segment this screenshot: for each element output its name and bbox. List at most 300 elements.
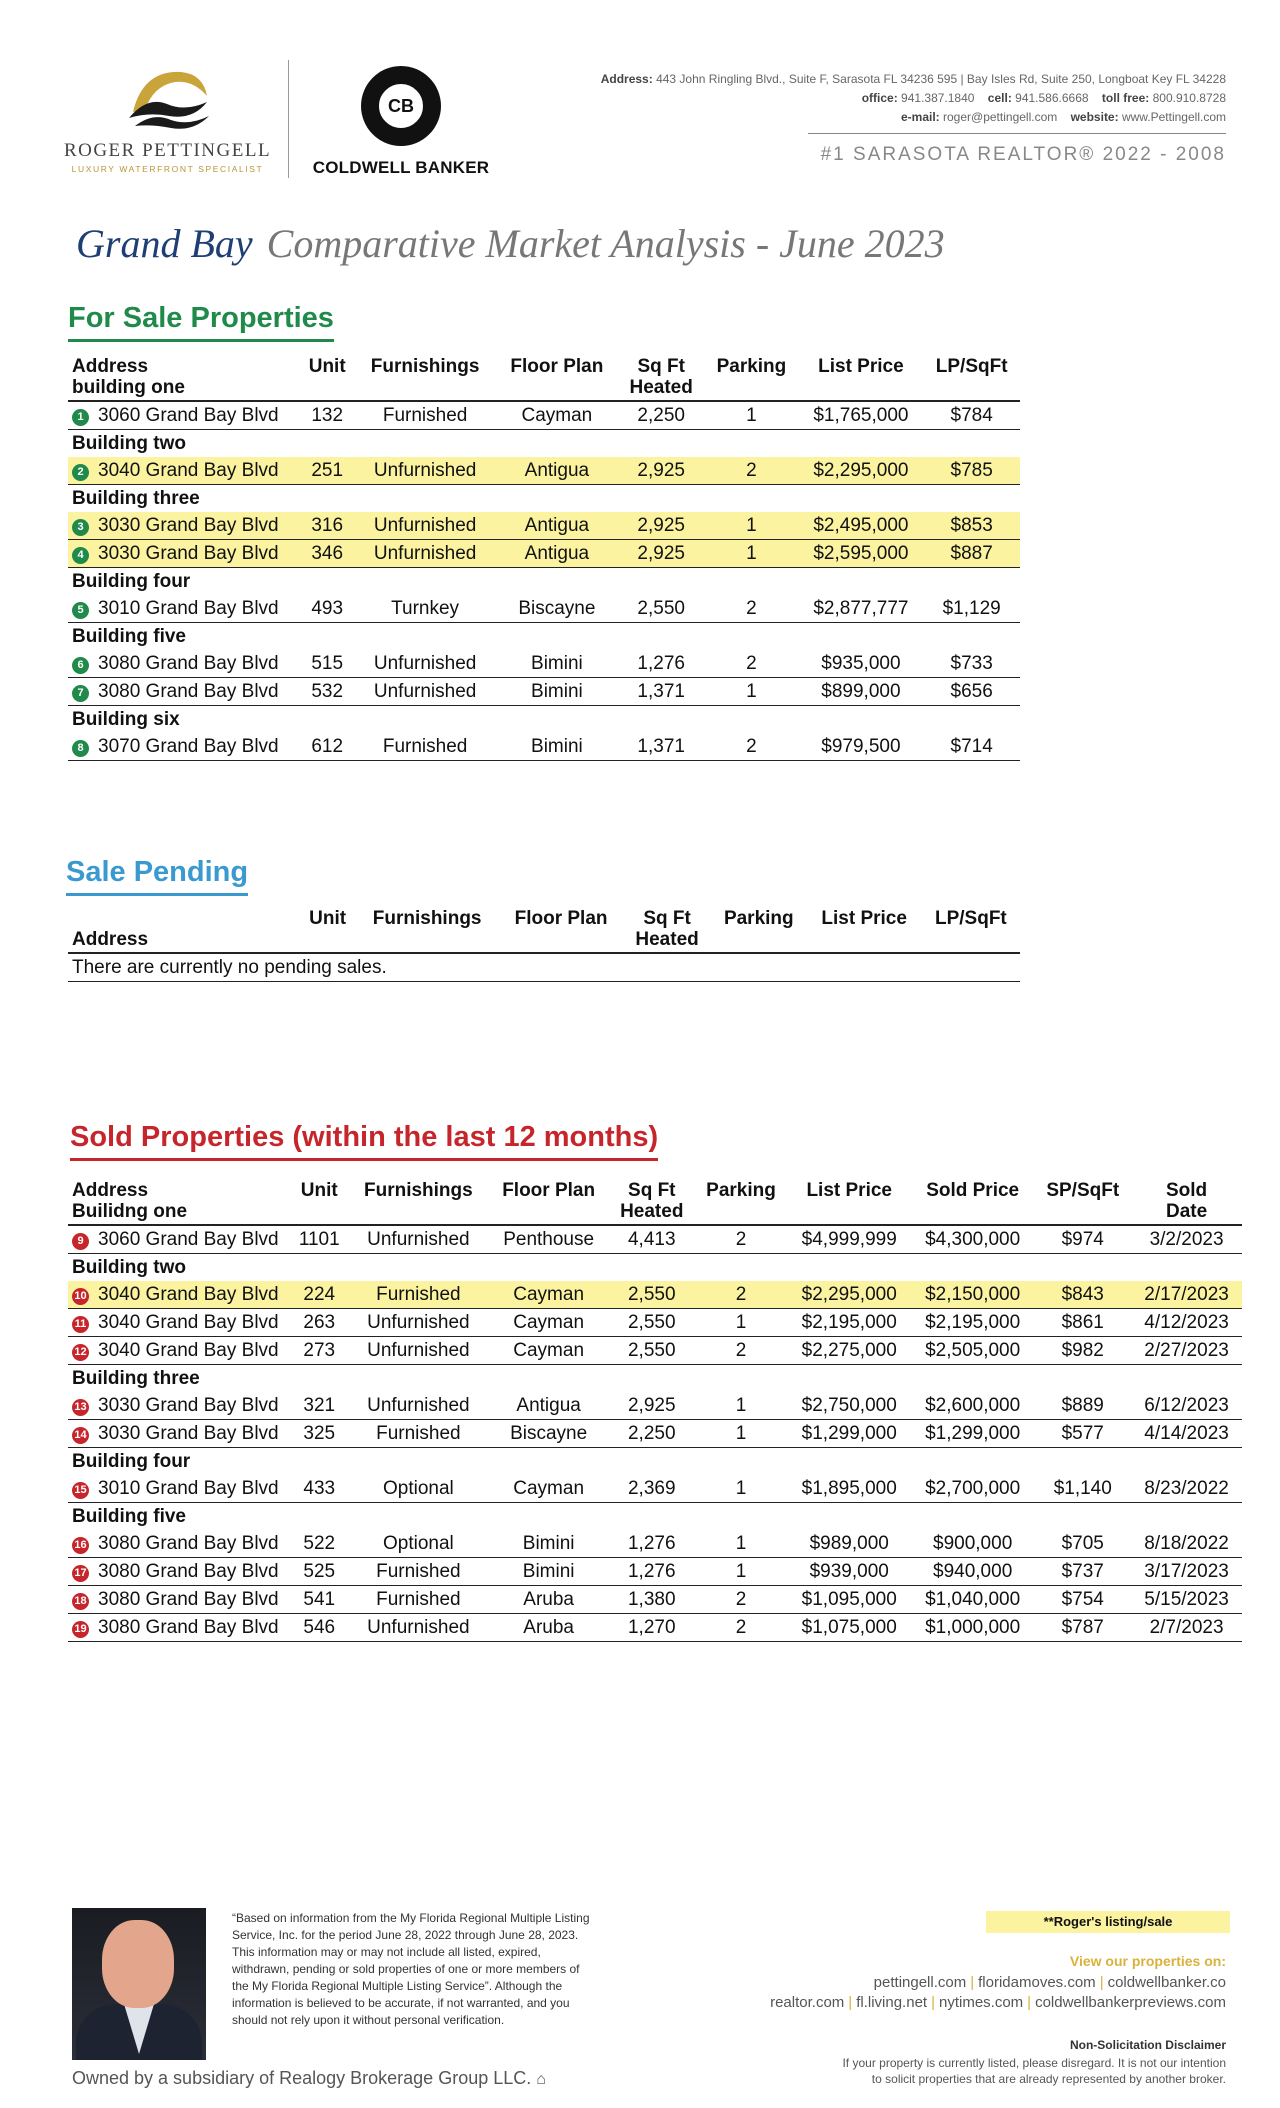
address-cell xyxy=(68,1558,290,1586)
sqft-cell: 1,276 xyxy=(618,650,704,678)
unit-cell: 316 xyxy=(300,512,354,540)
col-parking: Parking xyxy=(694,1180,787,1225)
date-cell: 3/17/2023 xyxy=(1131,1558,1242,1586)
unit-cell: 1101 xyxy=(290,1225,348,1254)
col-sqft: Sq Ft Heated xyxy=(618,356,704,401)
mls-disclaimer: “Based on information from the My Florida Regional Multiple Listing Service, Inc. for the period June 28, 2022 through June 28, 2023. This information may or may not include all listed, expired, withdrawn, pending or sold properties of one or more members of the My Florida Regional Multiple Listing Service”. Although the information is believed to be accurate, if not warranted, and you should not rely upon it without personal verification. xyxy=(232,1911,590,2027)
listing-number-badge: 14 xyxy=(72,1427,89,1444)
col-furnishings: Furnishings xyxy=(354,356,495,401)
office-label: office: xyxy=(861,91,898,105)
furn-cell: Furnished xyxy=(348,1281,488,1309)
property-row xyxy=(68,401,1020,430)
col-sold-date: Sold Date xyxy=(1131,1180,1242,1225)
address-value: 443 John Ringling Blvd., Suite F, Sarasota FL 34236 595 | Bay Isles Rd, Suite 250, Longboat Key FL 34228 xyxy=(656,72,1226,86)
building-group-row xyxy=(68,485,1020,513)
col-lp-sqft: LP/SqFt xyxy=(922,908,1020,953)
address-cell xyxy=(68,512,300,540)
view-properties-label: View our properties on: xyxy=(1069,1953,1226,1969)
property-row xyxy=(68,1392,1242,1420)
roger-pettingell-logo xyxy=(60,62,275,174)
unit-cell: 515 xyxy=(300,650,354,678)
sold-cell: $2,150,000 xyxy=(911,1281,1034,1309)
furn-cell: Turnkey xyxy=(354,595,495,623)
listing-number-badge: 9 xyxy=(72,1233,89,1250)
plan-cell: Cayman xyxy=(496,401,618,430)
sqft-cell: 2,550 xyxy=(609,1337,694,1365)
address-label: Address: xyxy=(600,72,653,86)
plan-cell: Biscayne xyxy=(496,595,618,623)
sqft-cell: 2,925 xyxy=(618,457,704,485)
col-sqft: Sq Ft Heated xyxy=(623,908,711,953)
plan-cell: Cayman xyxy=(488,1309,609,1337)
col-address: Address xyxy=(68,908,300,953)
address-text: 3010 Grand Bay Blvd xyxy=(98,597,279,619)
sqft-cell: 2,250 xyxy=(618,401,704,430)
col-floor-plan: Floor Plan xyxy=(496,356,618,401)
list-cell: $1,895,000 xyxy=(788,1475,911,1503)
office-phone[interactable]: 941.387.1840 xyxy=(901,91,975,105)
listing-number-badge: 4 xyxy=(72,547,89,564)
list-cell: $1,299,000 xyxy=(788,1420,911,1448)
property-row xyxy=(68,678,1020,706)
property-row xyxy=(68,1614,1242,1642)
building-label: Building four xyxy=(72,570,191,592)
address-cell xyxy=(68,595,300,623)
building-label: Building five xyxy=(72,625,186,647)
listing-number-badge: 12 xyxy=(72,1344,89,1361)
address-cell xyxy=(68,401,300,430)
ppsf-cell: $974 xyxy=(1034,1225,1131,1254)
address-cell xyxy=(68,1337,290,1365)
col-sold-price: Sold Price xyxy=(911,1180,1034,1225)
unit-cell: 522 xyxy=(290,1530,348,1558)
building-group-row xyxy=(68,1254,1242,1282)
list-cell: $1,095,000 xyxy=(788,1586,911,1614)
email-link[interactable]: roger@pettingell.com xyxy=(943,110,1058,124)
address-text: 3040 Grand Bay Blvd xyxy=(98,459,279,481)
sqft-cell: 2,925 xyxy=(618,540,704,568)
address-text: 3030 Grand Bay Blvd xyxy=(98,1422,279,1444)
link-pettingell[interactable]: pettingell.com xyxy=(873,1974,967,1991)
website-link[interactable]: www.Pettingell.com xyxy=(1121,110,1226,124)
building-label: Building three xyxy=(72,1367,200,1389)
parking-cell: 1 xyxy=(704,512,798,540)
building-group-row xyxy=(68,706,1020,734)
unit-cell: 532 xyxy=(300,678,354,706)
unit-cell: 346 xyxy=(300,540,354,568)
sold-cell: $2,600,000 xyxy=(911,1392,1034,1420)
col-floor-plan: Floor Plan xyxy=(499,908,623,953)
address-text: 3030 Grand Bay Blvd xyxy=(98,542,279,564)
address-cell xyxy=(68,1420,290,1448)
tollfree-phone[interactable]: 800.910.8728 xyxy=(1152,91,1226,105)
furn-cell: Unfurnished xyxy=(354,650,495,678)
price-cell: $2,295,000 xyxy=(798,457,923,485)
sold-cell: $4,300,000 xyxy=(911,1225,1034,1254)
tollfree-label: toll free: xyxy=(1101,91,1150,105)
listing-number-badge: 11 xyxy=(72,1316,89,1333)
address-text: 3080 Grand Bay Blvd xyxy=(98,652,279,674)
date-cell: 3/2/2023 xyxy=(1131,1225,1242,1254)
unit-cell: 132 xyxy=(300,401,354,430)
furn-cell: Unfurnished xyxy=(354,540,495,568)
property-row xyxy=(68,1530,1242,1558)
furn-cell: Unfurnished xyxy=(348,1225,488,1254)
plan-cell: Penthouse xyxy=(488,1225,609,1254)
furn-cell: Optional xyxy=(348,1530,488,1558)
address-cell xyxy=(68,1530,290,1558)
address-cell xyxy=(68,678,300,706)
sold-cell: $2,700,000 xyxy=(911,1475,1034,1503)
address-cell xyxy=(68,650,300,678)
listing-number-badge: 6 xyxy=(72,657,89,674)
col-parking: Parking xyxy=(711,908,807,953)
date-cell: 4/14/2023 xyxy=(1131,1420,1242,1448)
sqft-cell: 2,369 xyxy=(609,1475,694,1503)
brand-tagline: LUXURY WATERFRONT SPECIALIST xyxy=(71,164,264,174)
link-flliving[interactable]: fl.living.net xyxy=(856,1994,928,2011)
unit-cell: 493 xyxy=(300,595,354,623)
building-label: Building two xyxy=(72,1256,186,1278)
parking-cell: 2 xyxy=(694,1337,787,1365)
parking-cell: 1 xyxy=(704,401,798,430)
building-label: Building six xyxy=(72,708,180,730)
plan-cell: Antigua xyxy=(488,1392,609,1420)
unit-cell: 525 xyxy=(290,1558,348,1586)
pending-table xyxy=(68,908,1020,982)
parking-cell: 1 xyxy=(694,1558,787,1586)
ownership-notice: Owned by a subsidiary of Realogy Brokerage Group LLC. ⌂ xyxy=(72,2068,546,2088)
ppsf-cell: $754 xyxy=(1034,1586,1131,1614)
address-cell xyxy=(68,733,300,761)
property-row xyxy=(68,1309,1242,1337)
date-cell: 5/15/2023 xyxy=(1131,1586,1242,1614)
address-cell xyxy=(68,1586,290,1614)
non-solicitation-text: If your property is currently listed, please disregard. It is not our intention to solicit properties that are already represented by another broker. xyxy=(842,2056,1226,2086)
unit-cell: 263 xyxy=(290,1309,348,1337)
sqft-cell: 1,380 xyxy=(609,1586,694,1614)
col-address: Address building one xyxy=(68,356,300,401)
plan-cell: Bimini xyxy=(488,1558,609,1586)
address-cell xyxy=(68,1309,290,1337)
listing-number-badge: 1 xyxy=(72,409,89,426)
address-cell xyxy=(68,540,300,568)
parking-cell: 2 xyxy=(704,595,798,623)
list-cell: $2,750,000 xyxy=(788,1392,911,1420)
building-label: Building four xyxy=(72,1450,191,1472)
parking-cell: 1 xyxy=(704,540,798,568)
non-solicitation-title: Non-Solicitation Disclaimer xyxy=(1069,2038,1226,2052)
price-cell: $2,877,777 xyxy=(798,595,923,623)
furn-cell: Furnished xyxy=(354,401,495,430)
furn-cell: Unfurnished xyxy=(354,512,495,540)
sqft-cell: 2,550 xyxy=(618,595,704,623)
address-text: 3040 Grand Bay Blvd xyxy=(98,1311,279,1333)
no-pending-message: There are currently no pending sales. xyxy=(68,953,1020,982)
property-row xyxy=(68,733,1020,761)
plan-cell: Bimini xyxy=(496,733,618,761)
sale-pending-heading: Sale Pending xyxy=(66,856,248,896)
plan-cell: Aruba xyxy=(488,1614,609,1642)
address-text: 3040 Grand Bay Blvd xyxy=(98,1339,279,1361)
furn-cell: Furnished xyxy=(348,1420,488,1448)
furn-cell: Unfurnished xyxy=(354,678,495,706)
list-cell: $2,295,000 xyxy=(788,1281,911,1309)
property-links: pettingell.com | floridamoves.com | coldwellbanker.co realtor.com | fl.living.net | nytimes.com | coldwellbankerpreviews.com xyxy=(770,1974,1226,2011)
contact-block xyxy=(601,70,1226,127)
ppsf-cell: $861 xyxy=(1034,1309,1131,1337)
ppsf-cell: $787 xyxy=(1034,1614,1131,1642)
unit-cell: 321 xyxy=(290,1392,348,1420)
date-cell: 4/12/2023 xyxy=(1131,1309,1242,1337)
equal-housing-icon: ⌂ xyxy=(536,2071,546,2088)
address-cell xyxy=(68,1281,290,1309)
parking-cell: 2 xyxy=(704,650,798,678)
col-list-price: List Price xyxy=(798,356,923,401)
sqft-cell: 1,371 xyxy=(618,678,704,706)
building-label: Building two xyxy=(72,432,186,454)
building-label: Building five xyxy=(72,1505,186,1527)
unit-cell: 251 xyxy=(300,457,354,485)
page-title xyxy=(76,220,945,267)
link-realtor[interactable]: realtor.com xyxy=(770,1994,845,2011)
address-text: 3070 Grand Bay Blvd xyxy=(98,735,279,757)
unit-cell: 546 xyxy=(290,1614,348,1642)
unit-cell: 612 xyxy=(300,733,354,761)
address-text: 3080 Grand Bay Blvd xyxy=(98,1616,279,1638)
listing-number-badge: 10 xyxy=(72,1288,89,1305)
unit-cell: 433 xyxy=(290,1475,348,1503)
furn-cell: Furnished xyxy=(354,733,495,761)
parking-cell: 2 xyxy=(704,733,798,761)
property-row xyxy=(68,1475,1242,1503)
report-subtitle: Comparative Market Analysis - June 2023 xyxy=(266,221,945,266)
roger-listing-legend: **Roger's listing/sale xyxy=(986,1911,1230,1933)
website-label: website: xyxy=(1070,110,1119,124)
list-cell: $1,075,000 xyxy=(788,1614,911,1642)
parking-cell: 2 xyxy=(704,457,798,485)
list-cell: $2,275,000 xyxy=(788,1337,911,1365)
sold-table xyxy=(68,1180,1242,1642)
building-group-row xyxy=(68,623,1020,651)
address-cell xyxy=(68,457,300,485)
cell-phone[interactable]: 941.586.6668 xyxy=(1015,91,1089,105)
date-cell: 6/12/2023 xyxy=(1131,1392,1242,1420)
sqft-cell: 2,925 xyxy=(609,1392,694,1420)
sold-cell: $1,000,000 xyxy=(911,1614,1034,1642)
listing-number-badge: 15 xyxy=(72,1482,89,1499)
col-list-price: List Price xyxy=(788,1180,911,1225)
cb-seal-icon xyxy=(361,66,441,146)
for-sale-table xyxy=(68,356,1020,761)
building-group-row xyxy=(68,1365,1242,1393)
ppsf-cell: $784 xyxy=(923,401,1020,430)
col-sp-sqft: SP/SqFt xyxy=(1034,1180,1131,1225)
ppsf-cell: $714 xyxy=(923,733,1020,761)
plan-cell: Aruba xyxy=(488,1586,609,1614)
ppsf-cell: $656 xyxy=(923,678,1020,706)
address-text: 3080 Grand Bay Blvd xyxy=(98,1560,279,1582)
date-cell: 8/23/2022 xyxy=(1131,1475,1242,1503)
parking-cell: 1 xyxy=(694,1475,787,1503)
listing-number-badge: 17 xyxy=(72,1565,89,1582)
sold-cell: $1,040,000 xyxy=(911,1586,1034,1614)
date-cell: 8/18/2022 xyxy=(1131,1530,1242,1558)
ppsf-cell: $1,129 xyxy=(923,595,1020,623)
cb-name: COLDWELL BANKER xyxy=(312,158,490,177)
parking-cell: 1 xyxy=(694,1420,787,1448)
col-unit: Unit xyxy=(300,908,355,953)
property-row xyxy=(68,595,1020,623)
listing-number-badge: 13 xyxy=(72,1399,89,1416)
parking-cell: 2 xyxy=(694,1586,787,1614)
price-cell: $899,000 xyxy=(798,678,923,706)
plan-cell: Cayman xyxy=(488,1475,609,1503)
cb-monogram: CB xyxy=(377,82,425,130)
col-lp-sqft: LP/SqFt xyxy=(923,356,1020,401)
plan-cell: Bimini xyxy=(488,1530,609,1558)
link-floridamoves[interactable]: floridamoves.com xyxy=(978,1974,1096,1991)
listing-number-badge: 16 xyxy=(72,1537,89,1554)
date-cell: 2/27/2023 xyxy=(1131,1337,1242,1365)
unit-cell: 325 xyxy=(290,1420,348,1448)
property-row xyxy=(68,1558,1242,1586)
building-group-row xyxy=(68,430,1020,458)
sold-heading: Sold Properties (within the last 12 months) xyxy=(70,1121,658,1161)
link-coldwellbanker[interactable]: coldwellbanker.co xyxy=(1107,1974,1226,1991)
ppsf-cell: $843 xyxy=(1034,1281,1131,1309)
date-cell: 2/17/2023 xyxy=(1131,1281,1242,1309)
parking-cell: 1 xyxy=(704,678,798,706)
parking-cell: 2 xyxy=(694,1225,787,1254)
address-text: 3030 Grand Bay Blvd xyxy=(98,1394,279,1416)
parking-cell: 1 xyxy=(694,1530,787,1558)
sqft-cell: 1,270 xyxy=(609,1614,694,1642)
listing-number-badge: 7 xyxy=(72,685,89,702)
ppsf-cell: $733 xyxy=(923,650,1020,678)
listing-number-badge: 2 xyxy=(72,464,89,481)
col-floor-plan: Floor Plan xyxy=(488,1180,609,1225)
ppsf-cell: $577 xyxy=(1034,1420,1131,1448)
list-cell: $2,195,000 xyxy=(788,1309,911,1337)
furn-cell: Furnished xyxy=(348,1586,488,1614)
community-name: Grand Bay xyxy=(76,221,253,266)
furn-cell: Furnished xyxy=(348,1558,488,1586)
sqft-cell: 2,250 xyxy=(609,1420,694,1448)
sqft-cell: 1,276 xyxy=(609,1530,694,1558)
building-label: Building three xyxy=(72,487,200,509)
price-cell: $979,500 xyxy=(798,733,923,761)
property-row xyxy=(68,1586,1242,1614)
sqft-cell: 1,371 xyxy=(618,733,704,761)
ppsf-cell: $737 xyxy=(1034,1558,1131,1586)
address-text: 3060 Grand Bay Blvd xyxy=(98,404,279,426)
ppsf-cell: $785 xyxy=(923,457,1020,485)
address-text: 3040 Grand Bay Blvd xyxy=(98,1283,279,1305)
realtor-ranking: #1 SARASOTA REALTOR® 2022 - 2008 xyxy=(820,144,1226,165)
address-cell xyxy=(68,1475,290,1503)
parking-cell: 1 xyxy=(694,1309,787,1337)
sqft-cell: 4,413 xyxy=(609,1225,694,1254)
date-cell: 2/7/2023 xyxy=(1131,1614,1242,1642)
address-text: 3060 Grand Bay Blvd xyxy=(98,1228,279,1250)
unit-cell: 541 xyxy=(290,1586,348,1614)
ppsf-cell: $705 xyxy=(1034,1530,1131,1558)
property-row xyxy=(68,540,1020,568)
plan-cell: Antigua xyxy=(496,457,618,485)
ppsf-cell: $889 xyxy=(1034,1392,1131,1420)
wave-house-icon xyxy=(123,62,213,134)
building-group-row xyxy=(68,1503,1242,1531)
property-row xyxy=(68,1225,1242,1254)
cell-label: cell: xyxy=(987,91,1012,105)
email-label: e-mail: xyxy=(900,110,940,124)
address-cell xyxy=(68,1614,290,1642)
unit-cell: 224 xyxy=(290,1281,348,1309)
address-text: 3030 Grand Bay Blvd xyxy=(98,514,279,536)
property-row xyxy=(68,512,1020,540)
sqft-cell: 2,925 xyxy=(618,512,704,540)
sqft-cell: 2,550 xyxy=(609,1281,694,1309)
plan-cell: Cayman xyxy=(488,1281,609,1309)
address-cell xyxy=(68,1392,290,1420)
furn-cell: Unfurnished xyxy=(348,1614,488,1642)
listing-number-badge: 8 xyxy=(72,740,89,757)
col-unit: Unit xyxy=(300,356,354,401)
address-cell xyxy=(68,1225,290,1254)
col-sqft: Sq Ft Heated xyxy=(609,1180,694,1225)
sold-cell: $900,000 xyxy=(911,1530,1034,1558)
price-cell: $2,495,000 xyxy=(798,512,923,540)
listing-number-badge: 19 xyxy=(72,1621,89,1638)
property-row xyxy=(68,457,1020,485)
listing-number-badge: 5 xyxy=(72,602,89,619)
ppsf-cell: $853 xyxy=(923,512,1020,540)
building-group-row xyxy=(68,568,1020,596)
address-text: 3080 Grand Bay Blvd xyxy=(98,680,279,702)
agent-photo xyxy=(72,1908,206,2060)
header-rule xyxy=(808,133,1226,134)
link-cbpreviews[interactable]: coldwellbankerpreviews.com xyxy=(1035,1994,1226,2011)
plan-cell: Cayman xyxy=(488,1337,609,1365)
col-address: Address Builidng one xyxy=(68,1180,290,1225)
coldwell-banker-logo xyxy=(306,66,496,178)
furn-cell: Unfurnished xyxy=(354,457,495,485)
plan-cell: Bimini xyxy=(496,650,618,678)
sold-cell: $2,195,000 xyxy=(911,1309,1034,1337)
link-nytimes[interactable]: nytimes.com xyxy=(938,1994,1024,2011)
col-furnishings: Furnishings xyxy=(355,908,499,953)
sold-cell: $1,299,000 xyxy=(911,1420,1034,1448)
furn-cell: Optional xyxy=(348,1475,488,1503)
address-text: 3080 Grand Bay Blvd xyxy=(98,1532,279,1554)
for-sale-heading: For Sale Properties xyxy=(68,302,334,342)
plan-cell: Antigua xyxy=(496,540,618,568)
ppsf-cell: $982 xyxy=(1034,1337,1131,1365)
property-row xyxy=(68,650,1020,678)
list-cell: $939,000 xyxy=(788,1558,911,1586)
col-furnishings: Furnishings xyxy=(348,1180,488,1225)
sold-cell: $940,000 xyxy=(911,1558,1034,1586)
address-text: 3080 Grand Bay Blvd xyxy=(98,1588,279,1610)
property-row xyxy=(68,1337,1242,1365)
property-row xyxy=(68,1281,1242,1309)
plan-cell: Bimini xyxy=(496,678,618,706)
parking-cell: 1 xyxy=(694,1392,787,1420)
ppsf-cell: $887 xyxy=(923,540,1020,568)
parking-cell: 2 xyxy=(694,1614,787,1642)
listing-number-badge: 18 xyxy=(72,1593,89,1610)
